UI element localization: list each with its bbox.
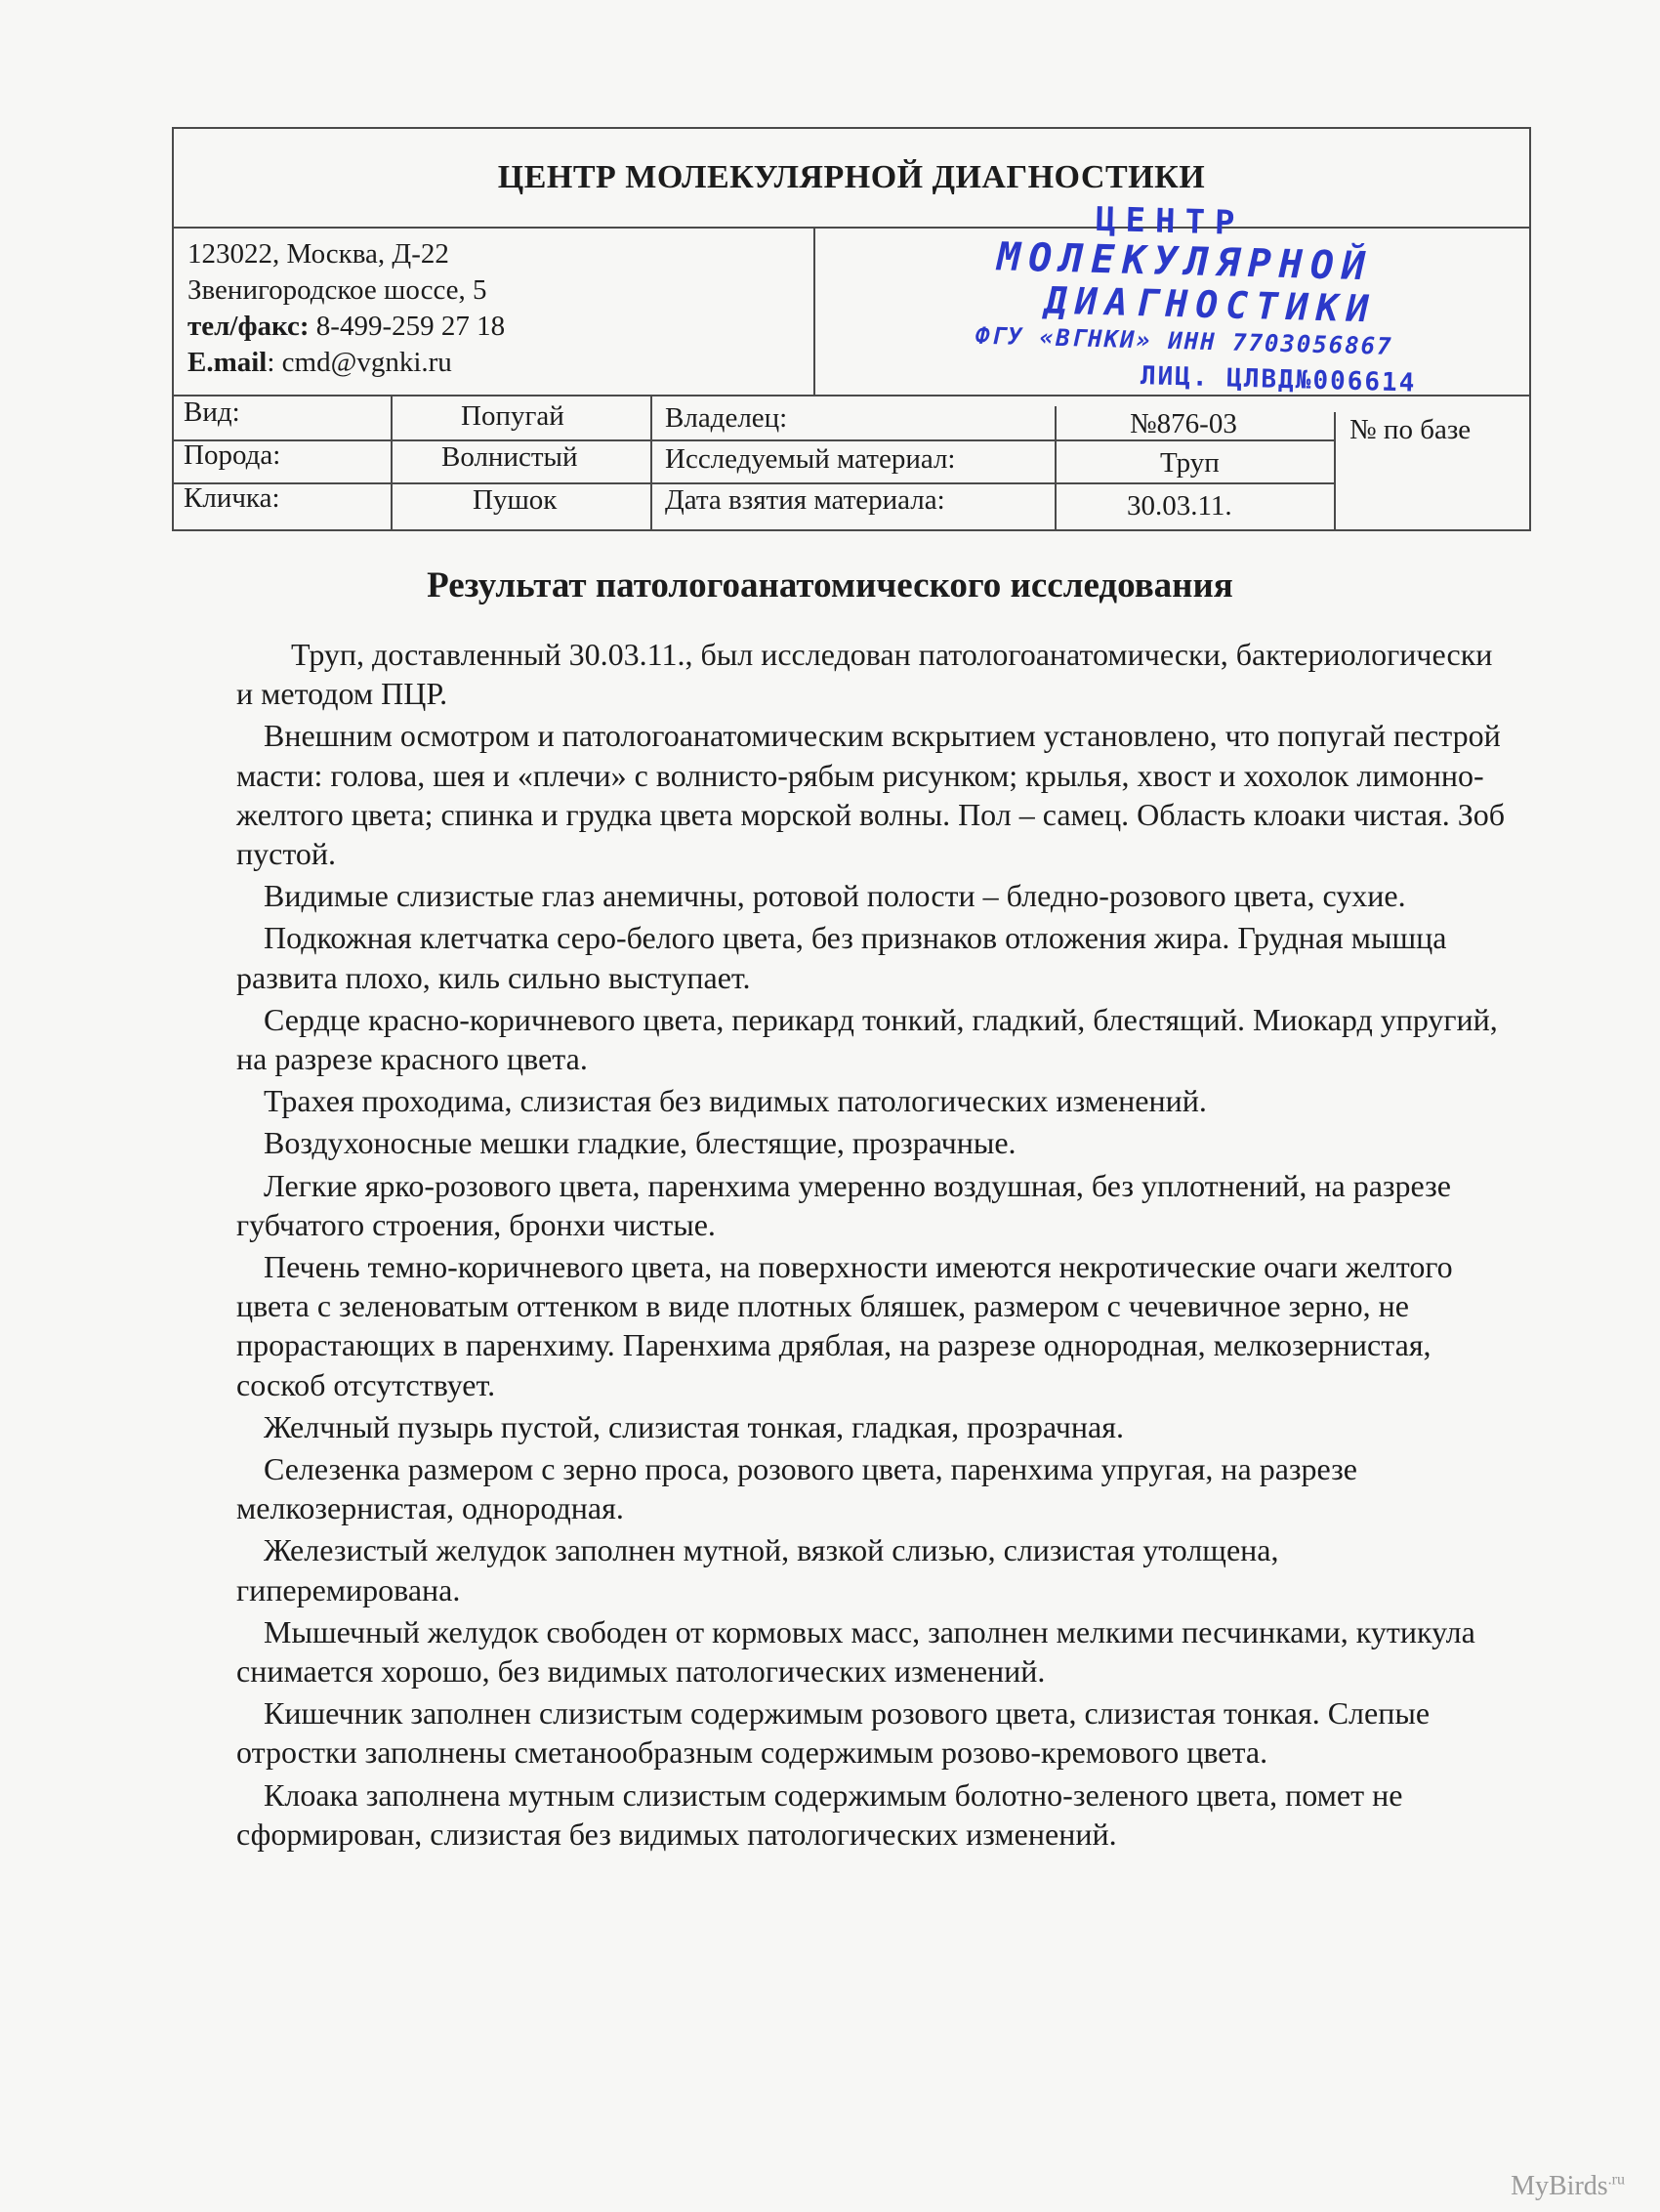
material-label: Исследуемый материал:: [665, 443, 956, 475]
breed-value: Волнистый: [441, 441, 578, 473]
report-paragraph: Печень темно-коричневого цвета, на поверхности имеются некротические очаги желтого цвета с зеленоватым оттенком в виде плотных бляшек, размером с чечевичное зерно, не прорастающих в паренхиму. Паренхима дряблая, на разрезе однородная, мелкозернистая, соскоб отсутствует.: [236, 1249, 1453, 1402]
report-paragraph: Трахея проходима, слизистая без видимых патологических изменений.: [264, 1083, 1207, 1119]
email-label: E.mail: [187, 347, 268, 378]
organization-name: ЦЕНТР МОЛЕКУЛЯРНОЙ ДИАГНОСТИКИ: [497, 159, 1206, 195]
report-paragraph: Видимые слизистые глаз анемичны, ротовой полости – бледно-розового цвета, сухие.: [264, 878, 1406, 914]
info-col-divider-1: [391, 395, 393, 531]
report-body: [236, 635, 1506, 1857]
report-paragraph: Мышечный желудок свободен от кормовых масс, заполнен мелкими песчинками, кутикула снимается хорошо, без видимых патологических изменений.: [236, 1613, 1475, 1690]
address-line-2: Звенигородское шоссе, 5: [187, 274, 487, 306]
email-value: : cmd@vgnki.ru: [267, 347, 452, 378]
base-number-label: № по базе: [1349, 414, 1472, 445]
stamp-line-3: ДИАГНОСТИКИ: [1044, 278, 1378, 331]
site-watermark: [1511, 2171, 1625, 2202]
report-paragraph: Труп, доставленный 30.03.11., был исследован патологоанатомически, бактериологически и методом ПЦР.: [236, 637, 1493, 712]
info-col-divider-3: [1055, 406, 1057, 531]
stamp-line-2: МОЛЕКУЛЯРНОЙ: [996, 234, 1374, 290]
patient-info-table: [172, 395, 1531, 531]
pet-name-label: Кличка:: [184, 482, 280, 514]
header-divider-vertical: [813, 229, 815, 395]
report-paragraph: Подкожная клетчатка серо-белого цвета, без признаков отложения жира. Грудная мышца развита плохо, киль сильно выступает.: [236, 920, 1447, 995]
stamp-line-4: ФГУ «ВГНКИ» ИНН 7703056867: [975, 321, 1393, 360]
info-col-divider-2: [650, 395, 652, 531]
address-line-1: 123022, Москва, Д-22: [187, 238, 449, 270]
report-paragraph: Внешним осмотром и патологоанатомическим вскрытием установлено, что попугай пестрой масти: голова, шея и «плечи» с волнисто-рябым рисунком; крылья, хвост и хохолок лимонно-желтого цвета; спинка и грудка цвета морской волны. Пол – самец. Область клоаки чистая. Зоб пустой.: [236, 718, 1506, 872]
owner-label: Владелец:: [665, 402, 788, 434]
address-block: [187, 236, 505, 381]
date-label: Дата взятия материала:: [665, 484, 945, 516]
report-paragraph: Клоака заполнена мутным слизистым содержимым болотно-зеленого цвета, помет не сформирован, слизистая без видимых патологических изменений.: [236, 1776, 1403, 1852]
report-paragraph: Легкие ярко-розового цвета, паренхима умеренно воздушная, без уплотнений, на разрезе губчатого строения, бронхи чистые.: [236, 1167, 1451, 1242]
owner-value: №876-03: [1130, 408, 1237, 439]
email-line: [187, 345, 505, 381]
stamp-line-1: ЦЕНТР: [1095, 199, 1245, 243]
report-paragraph: Селезенка размером с зерно проса, розового цвета, паренхима упругая, на разрезе мелкозернистая, однородная.: [236, 1451, 1357, 1526]
date-value: 30.03.11.: [1127, 490, 1232, 522]
report-paragraph: Сердце красно-коричневого цвета, перикард тонкий, гладкий, блестящий. Миокард упругий, на разрезе красного цвета.: [236, 1001, 1498, 1077]
watermark-suffix: .ru: [1607, 2171, 1625, 2189]
phone-label: тел/факс:: [187, 311, 310, 342]
report-paragraph: Кишечник заполнен слизистым содержимым розового цвета, слизистая тонкая. Слепые отростки заполнены сметанообразным содержимым розово-кремового цвета.: [236, 1695, 1431, 1771]
report-paragraph: Желчный пузырь пустой, слизистая тонкая, гладкая, прозрачная.: [264, 1408, 1124, 1444]
species-label: Вид:: [184, 396, 240, 428]
report-paragraph: Воздухоносные мешки гладкие, блестящие, прозрачные.: [264, 1125, 1017, 1161]
stamp-line-5: ЛИЦ. ЦЛВД№006614: [1140, 361, 1417, 398]
report-title: Результат патологоанатомического исследования: [427, 565, 1233, 605]
material-value: Труп: [1160, 447, 1220, 479]
organization-stamp: [944, 196, 1476, 405]
breed-label: Порода:: [184, 439, 281, 471]
info-col-divider-4: [1334, 412, 1336, 531]
watermark-text: MyBirds: [1511, 2171, 1608, 2201]
report-paragraph: Железистый желудок заполнен мутной, вязкой слизью, слизистая утолщена, гиперемирована.: [236, 1532, 1279, 1607]
phone-line: [187, 309, 505, 345]
pet-name-value: Пушок: [473, 484, 558, 516]
species-value: Попугай: [461, 400, 564, 432]
phone-value: 8-499-259 27 18: [315, 311, 506, 342]
